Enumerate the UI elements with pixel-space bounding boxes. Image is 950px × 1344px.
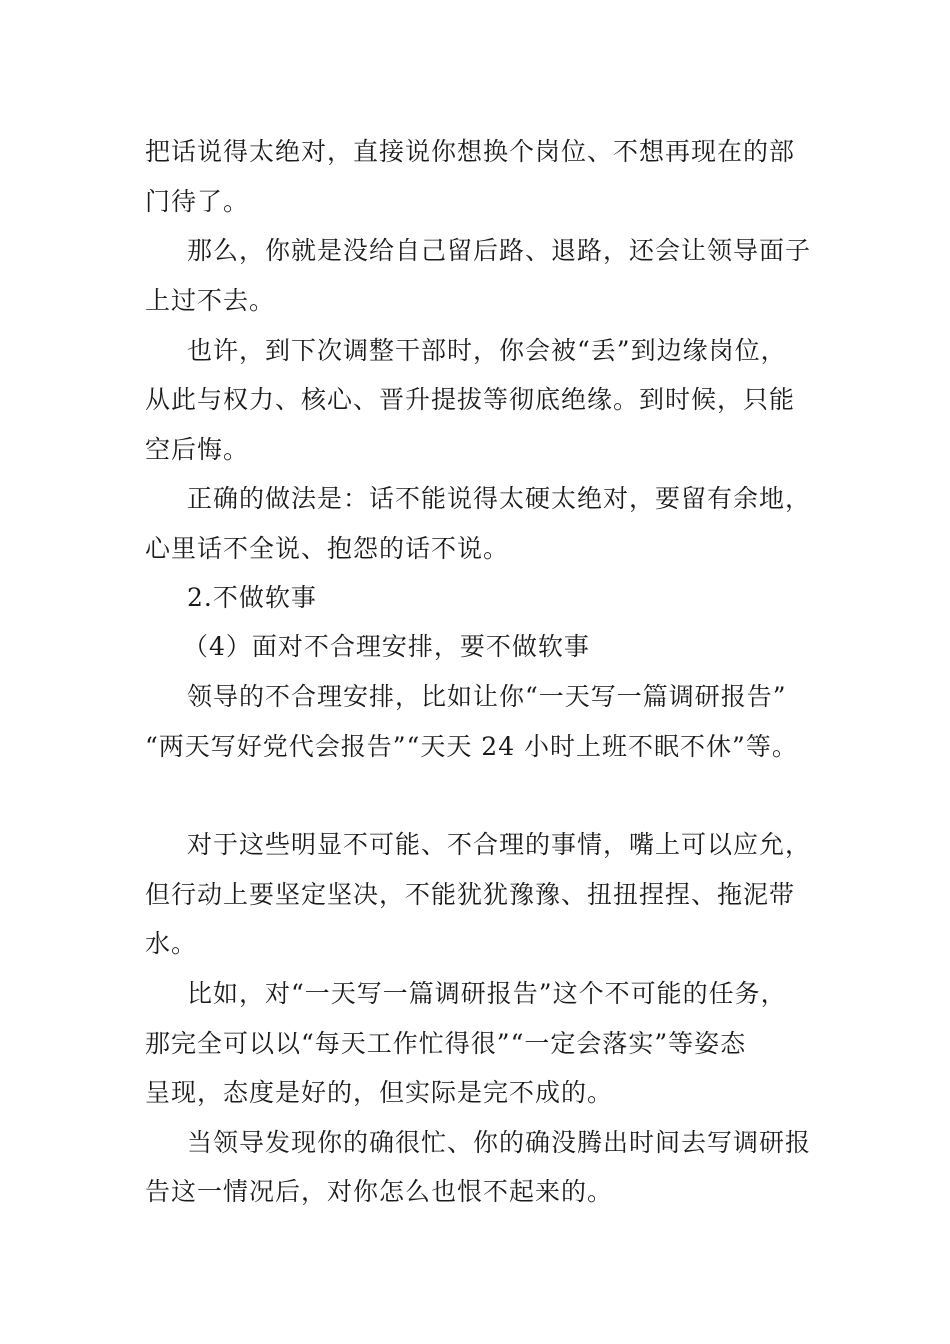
paragraph-line: 空后悔。: [145, 435, 250, 464]
paragraph-line: 心里话不全说、抱怨的话不说。: [145, 534, 510, 563]
paragraph-line: 上过不去。: [145, 286, 276, 315]
paragraph-line: 对于这些明显不可能、不合理的事情，嘴上可以应允，: [187, 830, 812, 859]
paragraph-line: 呈现，态度是好的，但实际是完不成的。: [145, 1078, 614, 1107]
paragraph-line: 领导的不合理安排，比如让你“一天写一篇调研报告”: [187, 682, 787, 711]
paragraph-line: 那完全可以以“每天工作忙得很”“一定会落实”等姿态: [145, 1029, 747, 1058]
paragraph-line: 比如，对“一天写一篇调研报告”这个不可能的任务，: [187, 979, 787, 1008]
paragraph-line: 把话说得太绝对，直接说你想换个岗位、不想再现在的部: [145, 137, 796, 166]
paragraph-line: 从此与权力、核心、晋升提拔等彻底绝缘。到时候，只能: [145, 385, 796, 414]
paragraph-line: 告这一情况后，对你怎么也恨不起来的。: [145, 1177, 614, 1206]
paragraph-line: 门待了。: [145, 187, 250, 216]
section-heading: 2.不做软事: [187, 583, 317, 612]
subsection-heading: （4）面对不合理安排，要不做软事: [183, 632, 590, 661]
paragraph-line: 但行动上要坚定坚决，不能犹犹豫豫、扭扭捏捏、拖泥带: [145, 880, 796, 909]
paragraph-line: 正确的做法是：话不能说得太硬太绝对，要留有余地，: [187, 484, 812, 513]
paragraph-line: 那么，你就是没给自己留后路、退路，还会让领导面子: [187, 236, 812, 265]
paragraph-line: “两天写好党代会报告”“天天 24 小时上班不眠不休”等。: [145, 732, 798, 761]
paragraph-line: 也许，到下次调整干部时，你会被“丢”到边缘岗位，: [187, 336, 787, 365]
paragraph-line: 当领导发现你的确很忙、你的确没腾出时间去写调研报: [187, 1128, 812, 1157]
paragraph-line: 水。: [145, 929, 198, 958]
